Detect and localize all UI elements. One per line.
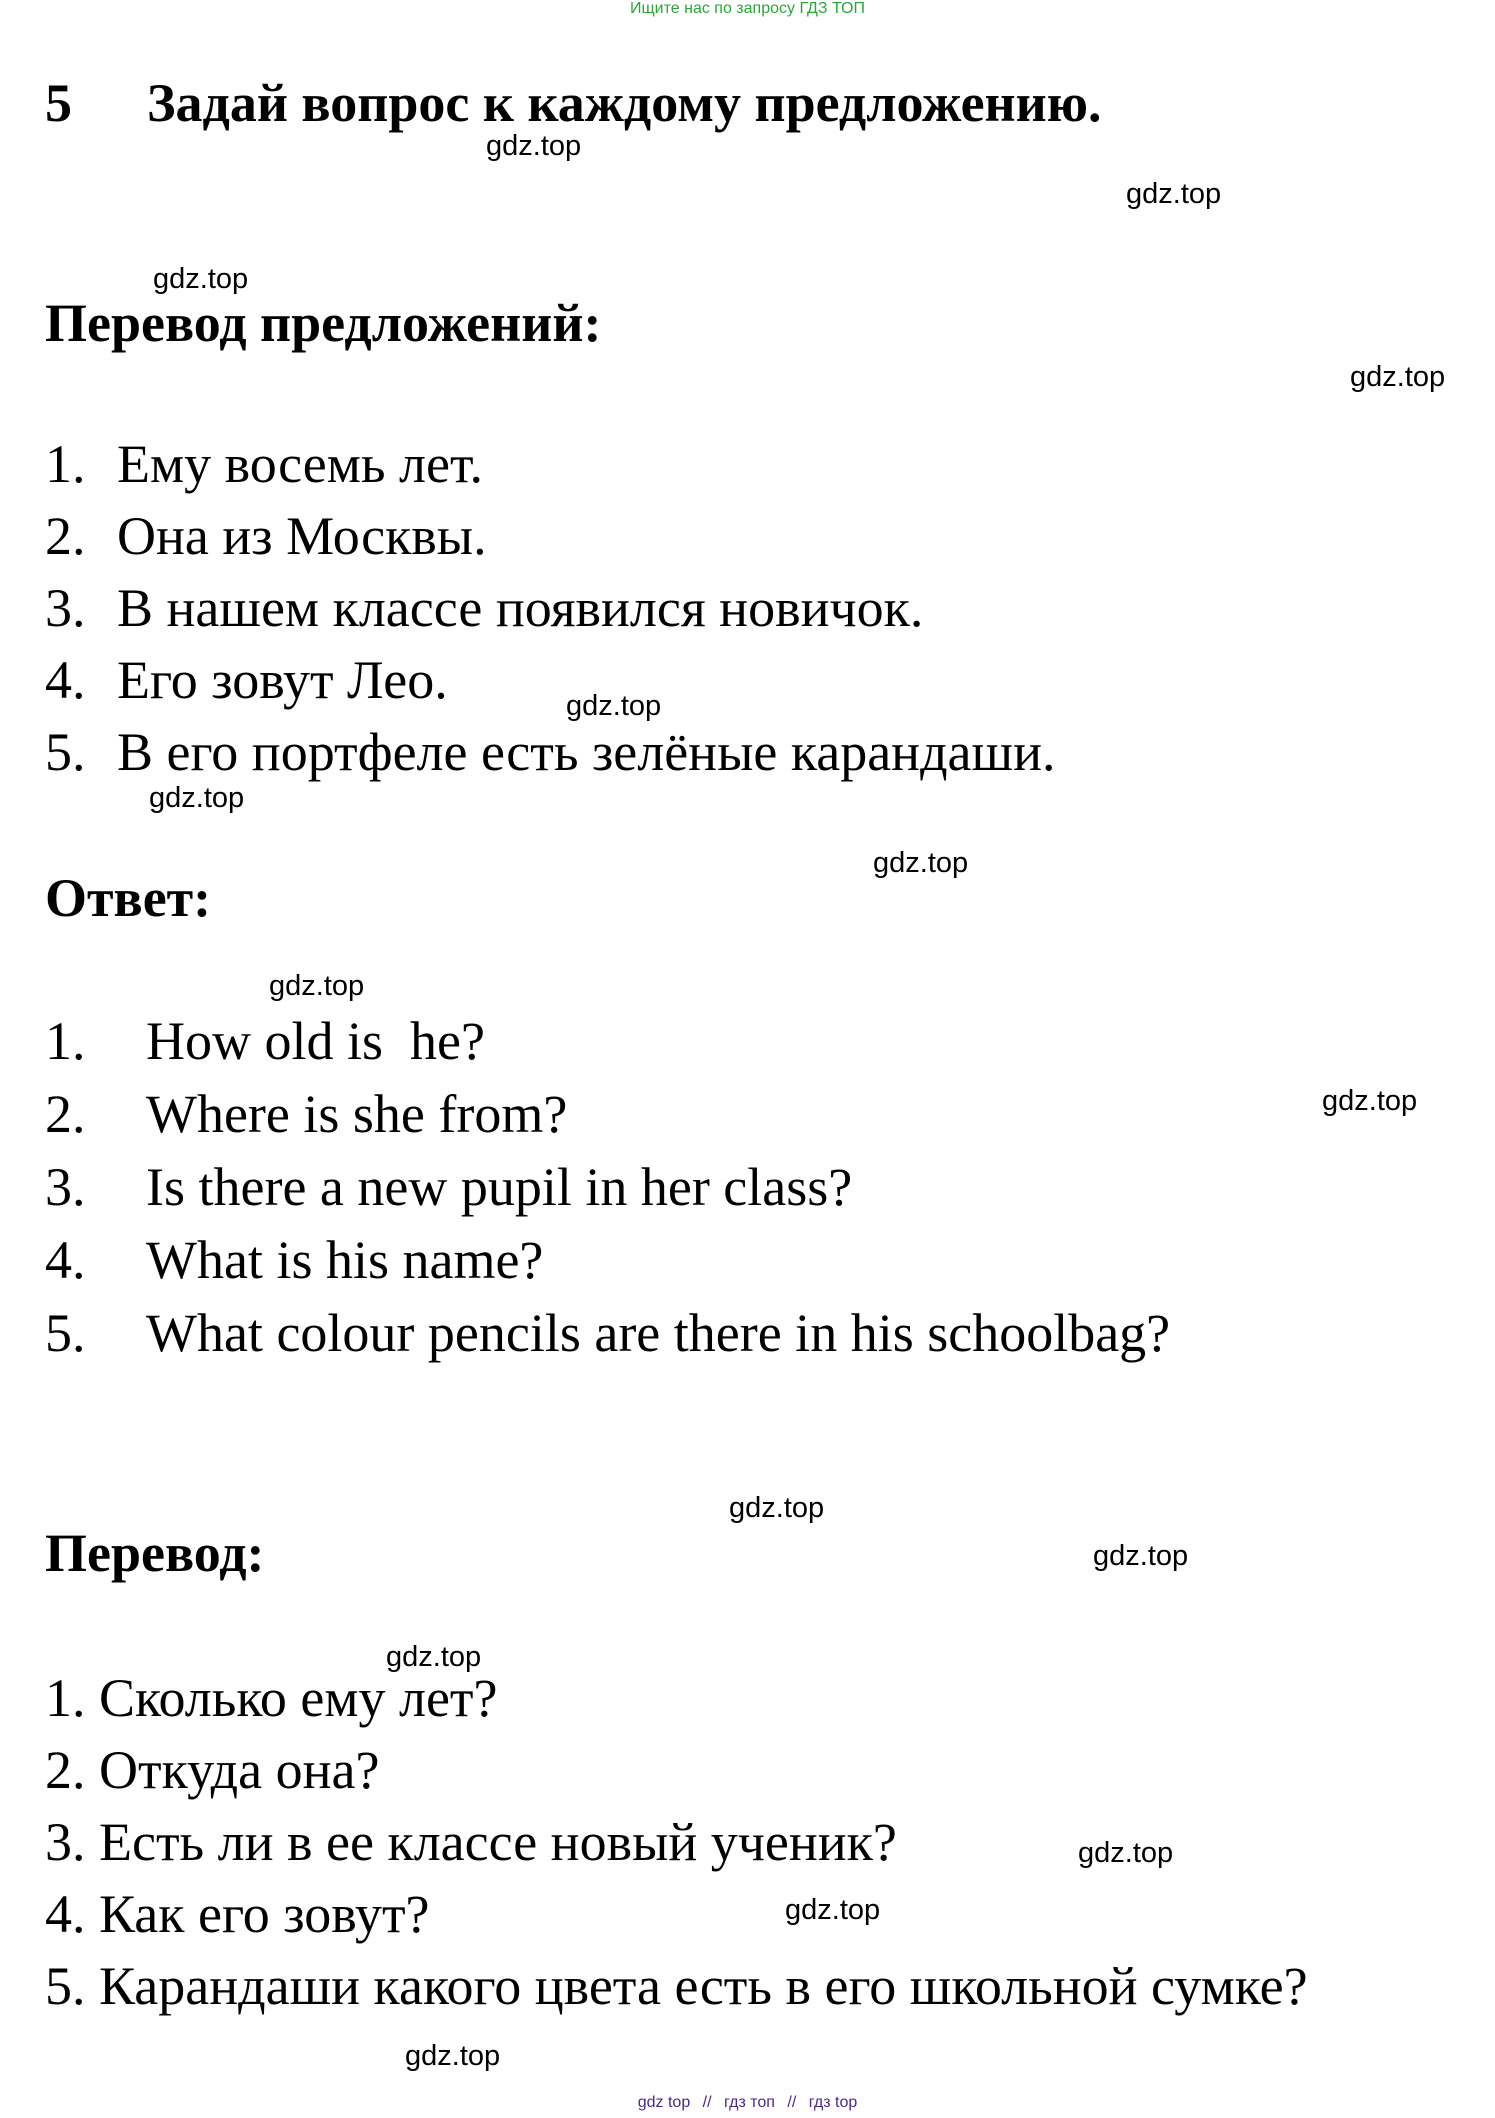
answer-num: 3. <box>45 1157 86 1217</box>
answer-text: What colour pencils are there in his schoolbag? <box>146 1303 1171 1363</box>
watermark: gdz.top <box>785 1894 881 1926</box>
task-title: Задай вопрос к каждому предложению. <box>147 73 1102 133</box>
translation-heading: Перевод: <box>45 1523 265 1583</box>
answer-num: 5. <box>45 1303 86 1363</box>
sentence-num: 5. <box>45 722 86 782</box>
footer-link[interactable]: gdz top <box>637 2094 691 2111</box>
watermark: gdz.top <box>486 130 582 162</box>
footer-link[interactable]: гдз top <box>808 2094 858 2111</box>
sentence-text: В нашем классе появился новичок. <box>117 578 924 638</box>
watermark: gdz.top <box>405 2040 501 2072</box>
watermark: gdz.top <box>1126 178 1222 210</box>
footer-link[interactable]: гдз топ <box>724 2094 775 2111</box>
sentence-text: В его портфеле есть зелёные карандаши. <box>117 722 1056 782</box>
answer-num: 2. <box>45 1084 86 1144</box>
answer-heading: Ответ: <box>45 868 212 928</box>
sentence-num: 3. <box>45 578 86 638</box>
watermark: gdz.top <box>873 847 969 879</box>
sentence-num: 4. <box>45 650 86 710</box>
watermark: gdz.top <box>1350 361 1446 393</box>
answer-num: 4. <box>45 1230 86 1290</box>
translation-line: 1. Сколько ему лет? <box>45 1668 498 1728</box>
search-hint-link[interactable]: Ищите нас по запросу ГДЗ ТОП <box>630 0 865 17</box>
watermark: gdz.top <box>386 1641 482 1673</box>
footer-links <box>0 2094 1495 2112</box>
answer-text: What is his name? <box>146 1230 544 1290</box>
watermark: gdz.top <box>729 1492 825 1524</box>
answer-num: 1. <box>45 1011 86 1071</box>
watermark: gdz.top <box>1093 1540 1189 1572</box>
watermark: gdz.top <box>149 782 245 814</box>
watermark: gdz.top <box>1078 1837 1174 1869</box>
watermark: gdz.top <box>269 970 365 1002</box>
translation-line: 2. Откуда она? <box>45 1740 380 1800</box>
sentence-text: Ему восемь лет. <box>117 434 483 494</box>
sentence-text: Она из Москвы. <box>117 506 487 566</box>
translation-line: 4. Как его зовут? <box>45 1884 430 1944</box>
translation-line: 5. Карандаши какого цвета есть в его школьной сумке? <box>45 1956 1308 2016</box>
footer-separator: // <box>702 2094 712 2111</box>
translation-line: 3. Есть ли в ее классе новый ученик? <box>45 1812 897 1872</box>
sentence-text: Его зовут Лео. <box>117 650 448 710</box>
watermark: gdz.top <box>1322 1085 1418 1117</box>
watermark: gdz.top <box>153 263 249 295</box>
answer-text: How old is he? <box>146 1011 485 1071</box>
answer-text: Where is she from? <box>146 1084 568 1144</box>
sentence-num: 2. <box>45 506 86 566</box>
footer-separator: // <box>787 2094 797 2111</box>
sentence-num: 1. <box>45 434 86 494</box>
task-number: 5 <box>45 73 72 133</box>
answer-text: Is there a new pupil in her class? <box>146 1157 853 1217</box>
watermark: gdz.top <box>566 690 662 722</box>
sentences-heading: Перевод предложений: <box>45 293 602 353</box>
